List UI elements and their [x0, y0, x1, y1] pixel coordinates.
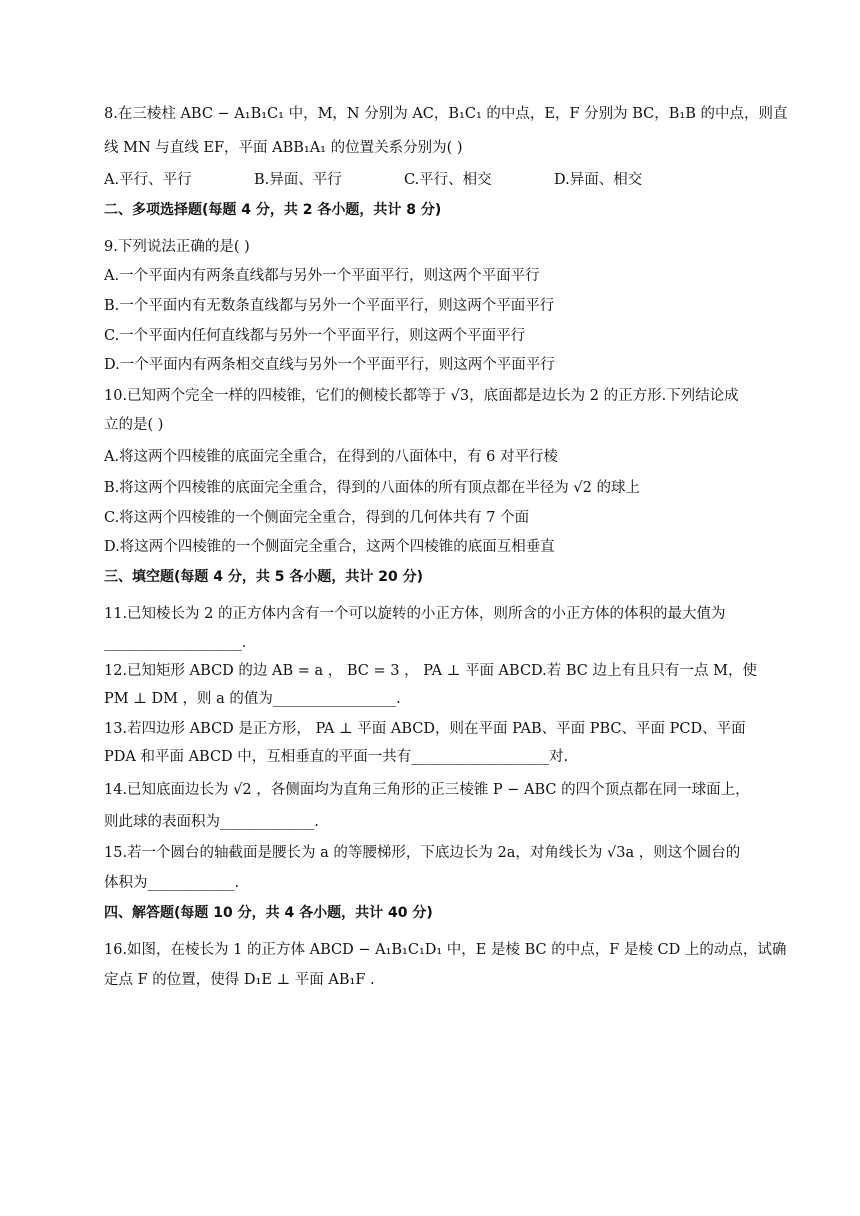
section-2-title: 二、多项选择题(每题 4 分，共 2 各小题，共计 8 分)	[104, 202, 442, 218]
section-4-title: 四、解答题(每题 10 分，共 4 各小题，共计 40 分)	[104, 905, 433, 921]
q8-line1: 8.在三棱柱 ABC − A₁B₁C₁ 中，M，N 分别为 AC，B₁C₁ 的中点，E，F 分别为 BC，B₁B 的中点，则直	[104, 106, 788, 122]
q12-line2: PM ⊥ DM ，则 a 的值为_________________.	[104, 691, 401, 707]
q8-option-d: D.异面、相交	[554, 172, 643, 188]
q14-line2: 则此球的表面积为_____________.	[104, 814, 319, 830]
q14-line1: 14.已知底面边长为 √2 ，各侧面均为直角三角形的正三棱锥 P − ABC 的四个顶点都在同一球面上，	[104, 782, 750, 798]
q8-option-b: B.异面、平行	[254, 172, 342, 188]
q12-line1: 12.已知矩形 ABCD 的边 AB = a ， BC = 3 ， PA ⊥ 平面 ABCD.若 BC 边上有且只有一点 M，使	[104, 663, 757, 679]
q16-line1: 16.如图，在棱长为 1 的正方体 ABCD − A₁B₁C₁D₁ 中，E 是棱 BC 的中点，F 是棱 CD 上的动点，试确	[104, 942, 787, 958]
q13-line1: 13.若四边形 ABCD 是正方形， PA ⊥ 平面 ABCD，则在平面 PAB、平面 PBC、平面 PCD、平面	[104, 721, 746, 737]
q11-line1: 11.已知棱长为 2 的正方体内含有一个可以旋转的小正方体，则所含的小正方体的体积的最大值为	[104, 606, 726, 622]
q9-stem: 9.下列说法正确的是( )	[104, 239, 250, 255]
q9-option-a: A.一个平面内有两条直线都与另外一个平面平行，则这两个平面平行	[104, 268, 540, 284]
q11-line2: ___________________.	[104, 635, 247, 651]
q10-line2: 立的是( )	[104, 417, 164, 433]
q10-option-a: A.将这两个四棱锥的底面完全重合，在得到的八面体中，有 6 对平行棱	[104, 449, 559, 465]
q16-line2: 定点 F 的位置，使得 D₁E ⊥ 平面 AB₁F .	[104, 972, 375, 988]
q9-option-b: B.一个平面内有无数条直线都与另外一个平面平行，则这两个平面平行	[104, 298, 555, 314]
q10-option-d: D.将这两个四棱锥的一个侧面完全重合，这两个四棱锥的底面互相垂直	[104, 539, 555, 555]
section-3-title: 三、填空题(每题 4 分，共 5 各小题，共计 20 分)	[104, 569, 424, 585]
q10-line1: 10.已知两个完全一样的四棱锥，它们的侧棱长都等于 √3，底面都是边长为 2 的正方形.下列结论成	[104, 388, 739, 404]
q15-line2: 体积为____________.	[104, 875, 240, 891]
q15-line1: 15.若一个圆台的轴截面是腰长为 a 的等腰梯形，下底边长为 2a，对角线长为 √3a ，则这个圆台的	[104, 845, 741, 861]
q8-option-a: A.平行、平行	[104, 172, 192, 188]
q8-options	[104, 170, 760, 190]
q8-option-c: C.平行、相交	[404, 172, 492, 188]
q10-option-c: C.将这两个四棱锥的一个侧面完全重合，得到的几何体共有 7 个面	[104, 510, 530, 526]
q13-line2: PDA 和平面 ABCD 中，互相垂直的平面一共有___________________对.	[104, 749, 569, 765]
q10-option-b: B.将这两个四棱锥的底面完全重合，得到的八面体的所有顶点都在半径为 √2 的球上	[104, 480, 640, 496]
q8-line2: 线 MN 与直线 EF，平面 ABB₁A₁ 的位置关系分别为( )	[104, 140, 463, 156]
q9-option-d: D.一个平面内有两条相交直线与另外一个平面平行，则这两个平面平行	[104, 357, 555, 373]
q9-option-c: C.一个平面内任何直线都与另外一个平面平行，则这两个平面平行	[104, 328, 526, 344]
